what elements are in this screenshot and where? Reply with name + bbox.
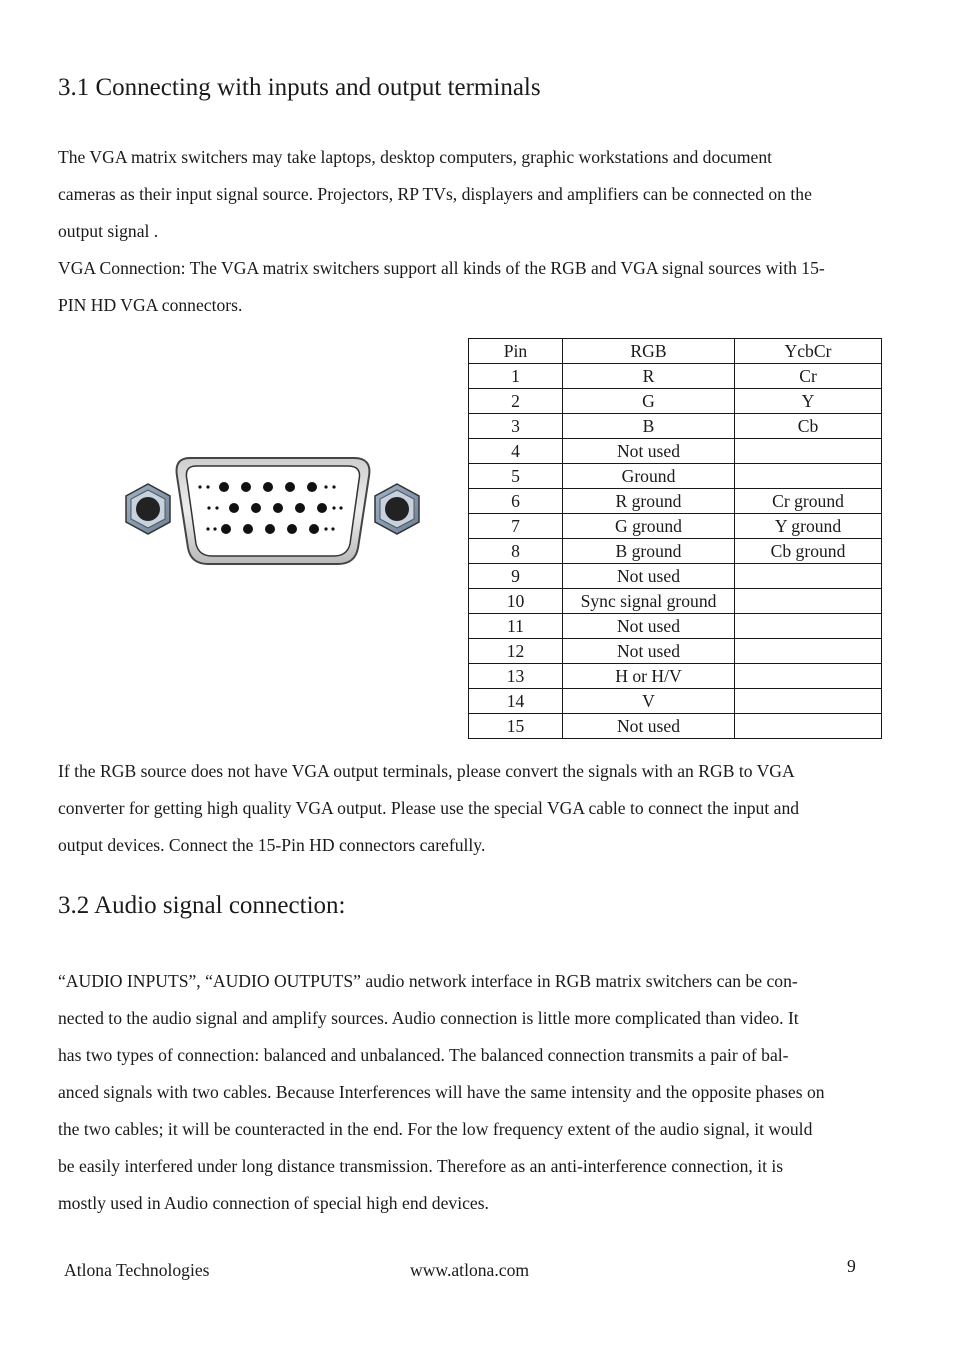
pin-number-cell: 11	[469, 614, 563, 639]
ycbcr-signal-cell: Cr	[735, 364, 882, 389]
text-line: mostly used in Audio connection of special high end devices.	[58, 1193, 489, 1213]
ycbcr-signal-cell	[735, 614, 882, 639]
right-screw-icon	[375, 484, 419, 534]
text-line: If the RGB source does not have VGA output terminals, please convert the signals with an RGB to VGA	[58, 761, 795, 781]
rgb-signal-cell: B ground	[563, 539, 735, 564]
rgb-signal-cell: R	[563, 364, 735, 389]
ycbcr-signal-cell	[735, 464, 882, 489]
footer-url: www.atlona.com	[410, 1260, 530, 1280]
table-row	[469, 414, 882, 439]
table-row	[469, 639, 882, 664]
pin-number-cell: 13	[469, 664, 563, 689]
table-row	[469, 664, 882, 689]
rgb-signal-cell: Sync signal ground	[563, 589, 735, 614]
table-row	[469, 589, 882, 614]
pin-number-cell: 1	[469, 364, 563, 389]
ycbcr-signal-cell	[735, 589, 882, 614]
table-row	[469, 389, 882, 414]
ycbcr-signal-cell	[735, 714, 882, 739]
pin-number-cell: 2	[469, 389, 563, 414]
table-row	[469, 489, 882, 514]
header-pin: Pin	[469, 339, 563, 364]
ycbcr-signal-cell: Cr ground	[735, 489, 882, 514]
rgb-conversion-paragraph	[58, 753, 903, 864]
table-row	[469, 564, 882, 589]
footer-company: Atlona Technologies	[64, 1260, 210, 1280]
rgb-signal-cell: G	[563, 389, 735, 414]
table-row	[469, 539, 882, 564]
section-3-2-heading: 3.2 Audio signal connection:	[58, 892, 346, 919]
table-row	[469, 614, 882, 639]
rgb-signal-cell: Not used	[563, 564, 735, 589]
text-line: nected to the audio signal and amplify sources. Audio connection is little more complicated than video. It	[58, 1008, 799, 1028]
table-row	[469, 689, 882, 714]
header-ycbcr: YcbCr	[735, 339, 882, 364]
rgb-signal-cell: Not used	[563, 714, 735, 739]
rgb-signal-cell: H or H/V	[563, 664, 735, 689]
rgb-signal-cell: Not used	[563, 614, 735, 639]
ycbcr-signal-cell	[735, 564, 882, 589]
ycbcr-signal-cell: Y	[735, 389, 882, 414]
ycbcr-signal-cell	[735, 639, 882, 664]
text-line: converter for getting high quality VGA output. Please use the special VGA cable to connect the input and	[58, 798, 800, 818]
rgb-signal-cell: B	[563, 414, 735, 439]
table-row	[469, 464, 882, 489]
pin-number-cell: 3	[469, 414, 563, 439]
text-line: The VGA matrix switchers may take laptops, desktop computers, graphic workstations and document	[58, 147, 773, 167]
intro-paragraph	[58, 139, 903, 250]
vga-connector-illustration	[122, 452, 424, 570]
vga-connection-paragraph	[58, 250, 903, 324]
rgb-signal-cell: R ground	[563, 489, 735, 514]
pin-number-cell: 9	[469, 564, 563, 589]
text-line: output signal .	[58, 221, 159, 241]
pin-number-cell: 8	[469, 539, 563, 564]
table-row	[469, 514, 882, 539]
pin-number-cell: 14	[469, 689, 563, 714]
ycbcr-signal-cell	[735, 689, 882, 714]
pin-number-cell: 12	[469, 639, 563, 664]
table-row	[469, 714, 882, 739]
table-row	[469, 439, 882, 464]
ycbcr-signal-cell	[735, 439, 882, 464]
table-header-row	[469, 339, 882, 364]
vga-pinout-table	[468, 338, 882, 739]
text-line: cameras as their input signal source. Projectors, RP TVs, displayers and amplifiers can be connected on the	[58, 184, 812, 204]
text-line: “AUDIO INPUTS”, “AUDIO OUTPUTS” audio network interface in RGB matrix switchers can be con-	[58, 971, 798, 991]
d-sub-shell	[177, 458, 370, 564]
text-line: has two types of connection: balanced and unbalanced. The balanced connection transmits a pair of bal-	[58, 1045, 789, 1065]
pin-number-cell: 5	[469, 464, 563, 489]
pin-number-cell: 7	[469, 514, 563, 539]
text-line: VGA Connection: The VGA matrix switchers support all kinds of the RGB and VGA signal sources with 15-	[58, 258, 825, 278]
page-number: 9	[847, 1256, 856, 1276]
ycbcr-signal-cell: Y ground	[735, 514, 882, 539]
text-line: the two cables; it will be counteracted in the end. For the low frequency extent of the audio signal, it would	[58, 1119, 813, 1139]
table-row	[469, 364, 882, 389]
text-line: be easily interfered under long distance transmission. Therefore as an anti-interference connection, it is	[58, 1156, 784, 1176]
ycbcr-signal-cell: Cb ground	[735, 539, 882, 564]
pin-number-cell: 15	[469, 714, 563, 739]
rgb-signal-cell: Not used	[563, 439, 735, 464]
section-3-1-heading: 3.1 Connecting with inputs and output terminals	[58, 74, 541, 101]
rgb-signal-cell: G ground	[563, 514, 735, 539]
pin-number-cell: 10	[469, 589, 563, 614]
left-screw-icon	[126, 484, 170, 534]
rgb-signal-cell: Not used	[563, 639, 735, 664]
rgb-signal-cell: Ground	[563, 464, 735, 489]
ycbcr-signal-cell: Cb	[735, 414, 882, 439]
rgb-signal-cell: V	[563, 689, 735, 714]
pin-number-cell: 6	[469, 489, 563, 514]
header-rgb: RGB	[563, 339, 735, 364]
audio-paragraph	[58, 963, 903, 1222]
text-line: anced signals with two cables. Because Interferences will have the same intensity and the opposite phases on	[58, 1082, 825, 1102]
text-line: PIN HD VGA connectors.	[58, 295, 243, 315]
ycbcr-signal-cell	[735, 664, 882, 689]
pin-number-cell: 4	[469, 439, 563, 464]
text-line: output devices. Connect the 15-Pin HD connectors carefully.	[58, 835, 486, 855]
